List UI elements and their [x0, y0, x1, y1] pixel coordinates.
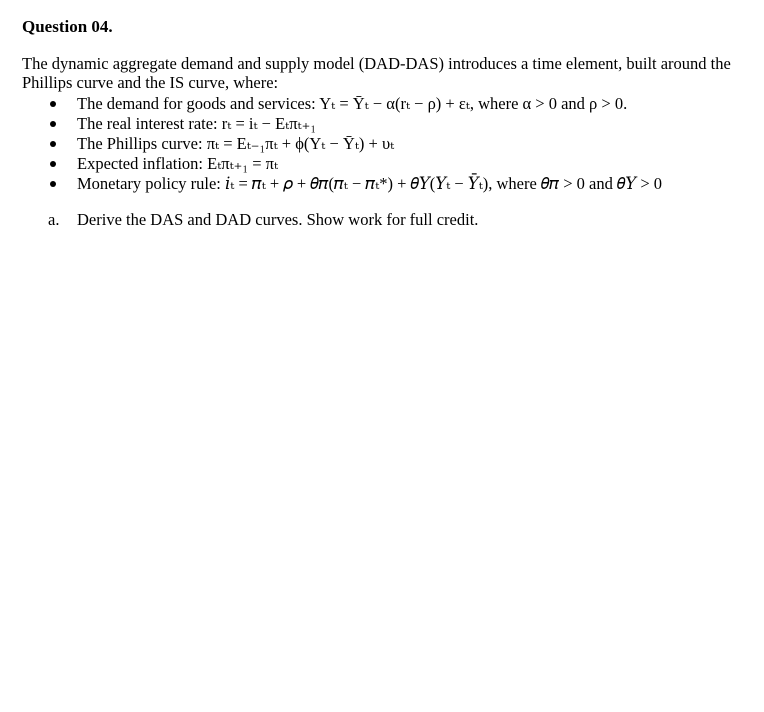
question-intro: The dynamic aggregate demand and supply model (DAD-DAS) introduces a time element, built around the Phillips curve and the IS curve, where:	[22, 54, 731, 92]
bullet-icon	[50, 121, 56, 127]
bullet-text: The real interest rate: rₜ = iₜ − Eₜπₜ₊₁	[77, 114, 317, 133]
list-item-phillips-curve	[22, 134, 752, 154]
bullet-text: The Phillips curve: πₜ = Eₜ₋₁πₜ + ϕ(Yₜ − Ȳₜ) + υₜ	[77, 134, 395, 153]
task-text: Derive the DAS and DAD curves. Show work for full credit.	[77, 210, 479, 229]
list-item-demand	[22, 94, 752, 114]
task-a	[22, 210, 752, 230]
bullet-icon	[50, 181, 56, 187]
list-item-real-interest-rate	[22, 114, 752, 134]
task-letter: a.	[48, 210, 60, 229]
bullet-text: Monetary policy rule: 𝑖ₜ = 𝜋ₜ + 𝜌 + 𝜃𝜋(𝜋ₜ − 𝜋ₜ*) + 𝜃𝑌(𝑌ₜ − 𝑌̄ₜ), where 𝜃𝜋 > 0 and 𝜃𝑌 > 0	[77, 174, 662, 193]
bullet-icon	[50, 141, 56, 147]
list-item-expected-inflation	[22, 154, 752, 174]
bullet-icon	[50, 101, 56, 107]
question-document	[22, 16, 752, 230]
bullet-icon	[50, 161, 56, 167]
bullet-text: Expected inflation: Eₜπₜ₊₁ = πₜ	[77, 154, 279, 173]
question-title: Question 04.	[22, 17, 113, 36]
list-item-monetary-policy-rule	[22, 174, 752, 194]
bullet-text: The demand for goods and services: Yₜ = Ȳₜ − α(rₜ − ρ) + εₜ, where α > 0 and ρ > 0.	[77, 94, 628, 113]
model-equations-list	[22, 94, 752, 194]
